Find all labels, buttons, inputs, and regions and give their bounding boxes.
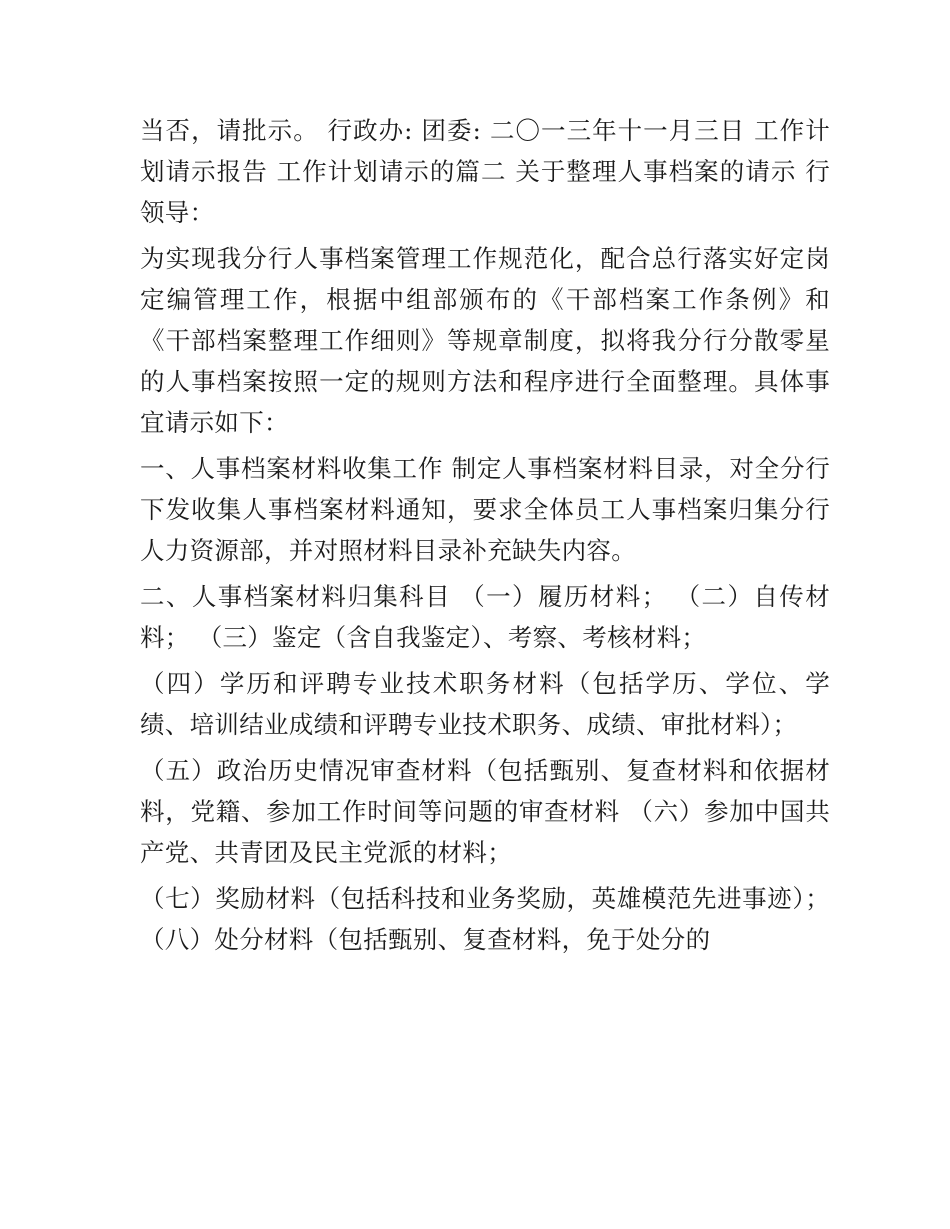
paragraph-section-two: 二、人事档案材料归集科目 （一）履历材料； （二）自传材料； （三）鉴定（含自我鉴定）、考察、考核材料；: [140, 582, 830, 652]
document-body: [140, 110, 830, 965]
paragraph-item-five-six: （五）政治历史情况审查材料（包括甄别、复查材料和依据材料，党籍、参加工作时间等问题的审查材料 （六）参加中国共产党、共青团及民主党派的材料；: [140, 756, 830, 867]
paragraph-closing-and-heading: 当否，请批示。 行政办: 团委: 二〇一三年十一月三日 工作计划请示报告 工作计划请示的篇二 关于整理人事档案的请示 行领导：: [140, 116, 830, 227]
paragraph-purpose: 为实现我分行人事档案管理工作规范化，配合总行落实好定岗定编管理工作，根据中组部颁布的《干部档案工作条例》和《干部档案整理工作细则》等规章制度，拟将我分行分散零星的人事档案按照一定的规则方法和程序进行全面整理。具体事宜请示如下：: [140, 244, 830, 437]
paragraph-item-seven-eight: （七）奖励材料（包括科技和业务奖励，英雄模范先进事迹）； （八）处分材料（包括甄别、复查材料，免于处分的: [140, 884, 830, 954]
paragraph-section-one: 一、人事档案材料收集工作 制定人事档案材料目录，对全分行下发收集人事档案材料通知，要求全体员工人事档案归集分行人力资源部，并对照材料目录补充缺失内容。: [140, 454, 830, 565]
paragraph-item-four: （四）学历和评聘专业技术职务材料（包括学历、学位、学绩、培训结业成绩和评聘专业技术职务、成绩、审批材料）；: [140, 669, 830, 739]
